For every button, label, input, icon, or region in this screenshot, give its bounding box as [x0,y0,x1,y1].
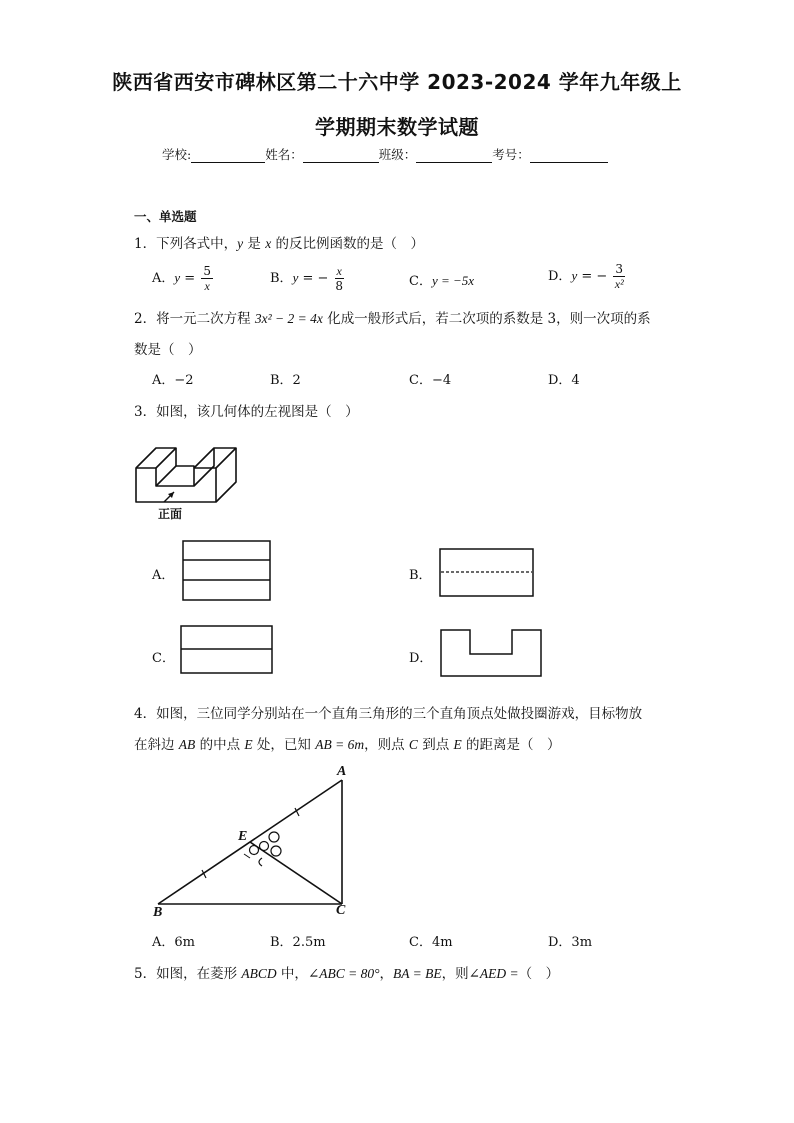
name-blank [303,149,379,163]
exam-no-label: 考号： [492,147,530,162]
q3-option-a-label[interactable]: A． [152,568,175,583]
question-number: 3． [134,404,157,420]
q4-text: 的中点 [195,737,245,753]
q1-text: 的反比例函数的是（ ） [271,236,424,252]
denominator: 8 [335,279,344,293]
class-label: 班级： [378,147,417,162]
q5-text: 中， [276,966,308,982]
q3-option-d-label[interactable]: D． [409,651,433,666]
segment-ab: AB [178,737,196,752]
numerator: x [336,264,342,278]
q4-option-b[interactable]: B．2.5m [270,935,326,950]
q2-option-b[interactable]: B．2 [270,373,301,388]
option-eq: = − [298,271,333,286]
fraction [201,264,213,293]
q1-text: 是 [243,236,266,252]
page-title: 陕西省西安市碑林区第二十六中学 2023-2024 学年九年级上 [112,70,682,94]
student-info-row [162,145,608,163]
var-x: x [265,236,272,251]
q2-text: 将一元二次方程 [156,311,255,327]
q3-option-b-figure[interactable] [439,548,535,598]
q2-option-c[interactable]: C．−4 [409,373,452,388]
option-var: y [174,270,181,285]
q3-option-c-figure[interactable] [180,625,274,675]
question-4-line2 [134,733,561,753]
target-rings [250,832,282,866]
q1-option-a[interactable] [152,264,215,293]
question-2-line2: 数是（ ） [134,342,202,358]
section-heading: 一、单选题 [134,209,197,224]
fraction [335,264,344,293]
option-label: A． [152,271,175,286]
option-label: D． [548,269,572,284]
q2-equation: 3x² − 2 = 4x [254,311,323,326]
given-length: AB = 6m [315,737,365,752]
point-e: E [453,737,462,752]
numerator: 5 [203,264,211,278]
fraction [613,262,625,291]
q5-text: 如图，在菱形 [156,966,242,982]
question-4 [134,702,642,722]
label-e: E [238,829,248,844]
q5-text: （ ） [518,966,560,982]
q2-option-d[interactable]: D．4 [548,373,580,388]
exam-no-blank [530,149,608,163]
q3-option-a-figure[interactable] [182,540,272,602]
point-e: E [244,737,253,752]
q3-option-b-label[interactable]: B． [409,568,432,583]
question-number: 2． [134,311,157,327]
numerator: 3 [615,262,624,276]
q4-text: ，则点 [364,737,409,753]
denominator: x [204,279,210,293]
option-var: y [292,270,299,285]
q2-option-a[interactable]: A．−2 [152,373,194,388]
school-label: 学校: [162,147,192,162]
q4-text: 在斜边 [134,737,179,753]
q4-option-c[interactable]: C．4m [409,935,453,950]
var-y: y [237,236,244,251]
class-blank [416,149,492,163]
q1-option-d[interactable] [548,262,627,291]
equal-sides: BA = BE [393,966,442,981]
q3-option-d-figure[interactable] [440,629,544,679]
q5-text: ，则 [441,966,469,982]
question-1 [134,232,424,252]
point-c: C [408,737,418,752]
question-number: 5． [134,966,157,982]
option-label: C． [409,274,432,289]
school-blank [191,149,265,163]
q4-text: 的距离是（ ） [461,737,561,753]
label-b: B [153,905,163,920]
option-eq: = − [577,269,612,284]
q4-text: 如图，三位同学分别站在一个直角三角形的三个直角顶点处做投圈游戏，目标物放 [156,706,643,722]
option-expr: y = −5x [431,273,475,288]
q4-option-d[interactable]: D．3m [548,935,593,950]
q1-text: 下列各式中， [156,236,238,252]
option-var: y [571,268,578,283]
q4-text: 处，已知 [252,737,316,753]
q3-text: 如图，该几何体的左视图是（ ） [156,404,359,420]
q3-solid-figure [130,430,250,525]
option-label: B． [270,271,293,286]
q4-triangle-figure [150,762,360,927]
question-5 [134,962,559,982]
q3-option-c-label[interactable]: C． [152,651,175,666]
label-a: A [337,764,347,779]
q4-text: 到点 [417,737,454,753]
q1-option-b[interactable] [270,264,346,293]
q4-option-a[interactable]: A．6m [152,935,195,950]
option-eq: = [180,271,200,286]
median-ec [250,842,342,904]
question-number: 4． [134,706,157,722]
q1-option-c[interactable] [409,270,474,289]
angle-abc: ∠ABC = 80° [307,966,380,981]
page-title-line2: 学期期末数学试题 [315,115,479,139]
question-3 [134,400,359,420]
question-number: 1． [134,236,157,252]
q5-text: ， [379,966,394,982]
angle-aed: ∠AED = [468,966,519,981]
rhombus-name: ABCD [241,966,277,981]
name-label: 姓名： [265,147,303,162]
q2-text: 化成一般形式后，若二次项的系数是 3，则一次项的系 [322,311,651,327]
question-2 [134,307,651,327]
front-view-caption: 正面 [158,507,183,521]
denominator: x² [614,277,624,291]
label-c: C [336,903,346,918]
